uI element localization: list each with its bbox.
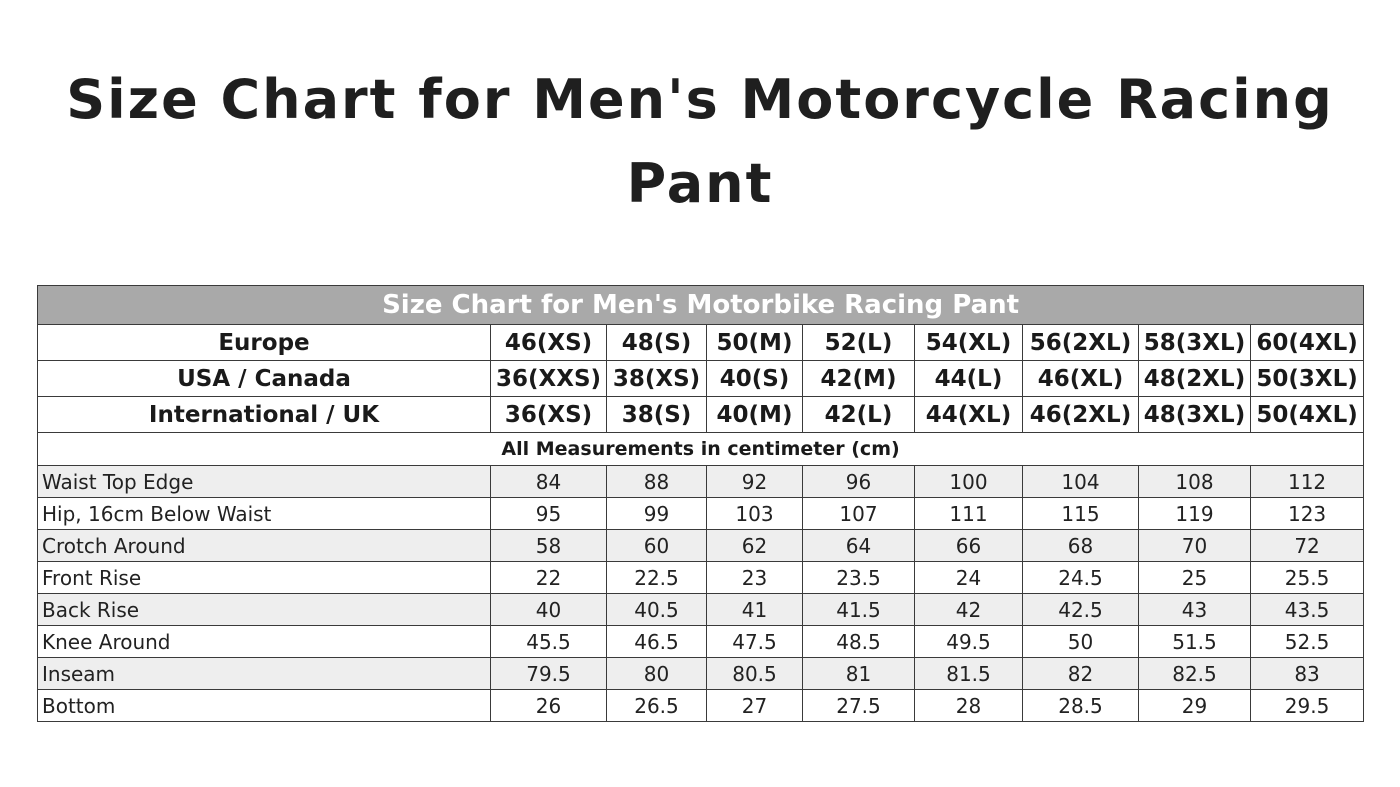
measurement-label: Waist Top Edge — [38, 466, 491, 498]
size-cell: 40(S) — [707, 361, 803, 397]
measurement-value: 62 — [707, 530, 803, 562]
measurement-value: 107 — [803, 498, 915, 530]
size-cell: 44(L) — [915, 361, 1023, 397]
size-chart-table — [37, 285, 1364, 722]
measurement-label: Crotch Around — [38, 530, 491, 562]
measurement-value: 23 — [707, 562, 803, 594]
measurement-value: 96 — [803, 466, 915, 498]
measurement-value: 29.5 — [1251, 690, 1364, 722]
measurement-value: 51.5 — [1139, 626, 1251, 658]
size-cell: 38(S) — [607, 397, 707, 433]
measurement-value: 41.5 — [803, 594, 915, 626]
measurement-value: 82 — [1023, 658, 1139, 690]
table-row — [38, 562, 1364, 594]
table-row — [38, 594, 1364, 626]
measurement-value: 48.5 — [803, 626, 915, 658]
measurement-value: 88 — [607, 466, 707, 498]
size-system-label: Europe — [38, 325, 491, 361]
measurement-value: 47.5 — [707, 626, 803, 658]
size-cell: 48(3XL) — [1139, 397, 1251, 433]
table-row — [38, 530, 1364, 562]
size-cell: 54(XL) — [915, 325, 1023, 361]
measurement-value: 29 — [1139, 690, 1251, 722]
measurement-rows — [38, 466, 1364, 722]
size-cell: 60(4XL) — [1251, 325, 1364, 361]
measurement-value: 112 — [1251, 466, 1364, 498]
measurement-value: 115 — [1023, 498, 1139, 530]
size-system-row — [38, 397, 1364, 433]
measurement-label: Bottom — [38, 690, 491, 722]
measurement-value: 80 — [607, 658, 707, 690]
measurement-value: 123 — [1251, 498, 1364, 530]
measurement-value: 64 — [803, 530, 915, 562]
table-caption: Size Chart for Men's Motorbike Racing Pant — [38, 286, 1364, 325]
size-system-label: International / UK — [38, 397, 491, 433]
measurement-value: 66 — [915, 530, 1023, 562]
measurement-value: 119 — [1139, 498, 1251, 530]
measurement-value: 81 — [803, 658, 915, 690]
measurement-value: 80.5 — [707, 658, 803, 690]
measurement-value: 92 — [707, 466, 803, 498]
table-row — [38, 466, 1364, 498]
measurement-value: 49.5 — [915, 626, 1023, 658]
measurement-value: 108 — [1139, 466, 1251, 498]
measurement-label: Back Rise — [38, 594, 491, 626]
measurement-value: 27.5 — [803, 690, 915, 722]
measurement-value: 25 — [1139, 562, 1251, 594]
units-note: All Measurements in centimeter (cm) — [38, 433, 1364, 466]
measurement-value: 40.5 — [607, 594, 707, 626]
size-cell: 50(M) — [707, 325, 803, 361]
measurement-value: 28 — [915, 690, 1023, 722]
size-cell: 52(L) — [803, 325, 915, 361]
measurement-value: 99 — [607, 498, 707, 530]
size-cell: 58(3XL) — [1139, 325, 1251, 361]
size-system-row — [38, 325, 1364, 361]
measurement-label: Inseam — [38, 658, 491, 690]
table-row — [38, 690, 1364, 722]
measurement-value: 26.5 — [607, 690, 707, 722]
measurement-value: 43.5 — [1251, 594, 1364, 626]
size-cell: 44(XL) — [915, 397, 1023, 433]
measurement-value: 24.5 — [1023, 562, 1139, 594]
measurement-value: 95 — [491, 498, 607, 530]
measurement-value: 46.5 — [607, 626, 707, 658]
size-cell: 50(3XL) — [1251, 361, 1364, 397]
page-title: Size Chart for Men's Motorcycle Racing Pant — [66, 68, 1334, 215]
measurement-value: 42.5 — [1023, 594, 1139, 626]
size-cell: 42(M) — [803, 361, 915, 397]
size-cell: 50(4XL) — [1251, 397, 1364, 433]
measurement-label: Front Rise — [38, 562, 491, 594]
measurement-value: 24 — [915, 562, 1023, 594]
measurement-value: 43 — [1139, 594, 1251, 626]
measurement-value: 45.5 — [491, 626, 607, 658]
measurement-value: 81.5 — [915, 658, 1023, 690]
size-cell: 42(L) — [803, 397, 915, 433]
measurement-label: Hip, 16cm Below Waist — [38, 498, 491, 530]
table-row — [38, 658, 1364, 690]
size-conversion-rows — [38, 325, 1364, 433]
measurement-value: 25.5 — [1251, 562, 1364, 594]
size-cell: 46(XS) — [491, 325, 607, 361]
size-cell: 40(M) — [707, 397, 803, 433]
measurement-value: 111 — [915, 498, 1023, 530]
table-row — [38, 498, 1364, 530]
measurement-value: 27 — [707, 690, 803, 722]
measurement-value: 100 — [915, 466, 1023, 498]
measurement-value: 72 — [1251, 530, 1364, 562]
measurement-value: 58 — [491, 530, 607, 562]
measurement-value: 22.5 — [607, 562, 707, 594]
measurement-value: 28.5 — [1023, 690, 1139, 722]
size-system-row — [38, 361, 1364, 397]
measurement-value: 41 — [707, 594, 803, 626]
measurement-label: Knee Around — [38, 626, 491, 658]
size-cell: 48(S) — [607, 325, 707, 361]
size-system-label: USA / Canada — [38, 361, 491, 397]
measurement-value: 84 — [491, 466, 607, 498]
measurement-value: 52.5 — [1251, 626, 1364, 658]
size-cell: 46(XL) — [1023, 361, 1139, 397]
table-caption-row — [38, 286, 1364, 325]
measurement-value: 68 — [1023, 530, 1139, 562]
measurement-value: 40 — [491, 594, 607, 626]
measurement-value: 82.5 — [1139, 658, 1251, 690]
units-note-row — [38, 433, 1364, 466]
measurement-value: 70 — [1139, 530, 1251, 562]
size-cell: 36(XXS) — [491, 361, 607, 397]
size-cell: 46(2XL) — [1023, 397, 1139, 433]
measurement-value: 103 — [707, 498, 803, 530]
table-row — [38, 626, 1364, 658]
size-cell: 38(XS) — [607, 361, 707, 397]
measurement-value: 60 — [607, 530, 707, 562]
measurement-value: 104 — [1023, 466, 1139, 498]
size-cell: 56(2XL) — [1023, 325, 1139, 361]
measurement-value: 26 — [491, 690, 607, 722]
measurement-value: 79.5 — [491, 658, 607, 690]
measurement-value: 50 — [1023, 626, 1139, 658]
measurement-value: 23.5 — [803, 562, 915, 594]
size-cell: 48(2XL) — [1139, 361, 1251, 397]
size-cell: 36(XS) — [491, 397, 607, 433]
measurement-value: 83 — [1251, 658, 1364, 690]
measurement-value: 42 — [915, 594, 1023, 626]
measurement-value: 22 — [491, 562, 607, 594]
